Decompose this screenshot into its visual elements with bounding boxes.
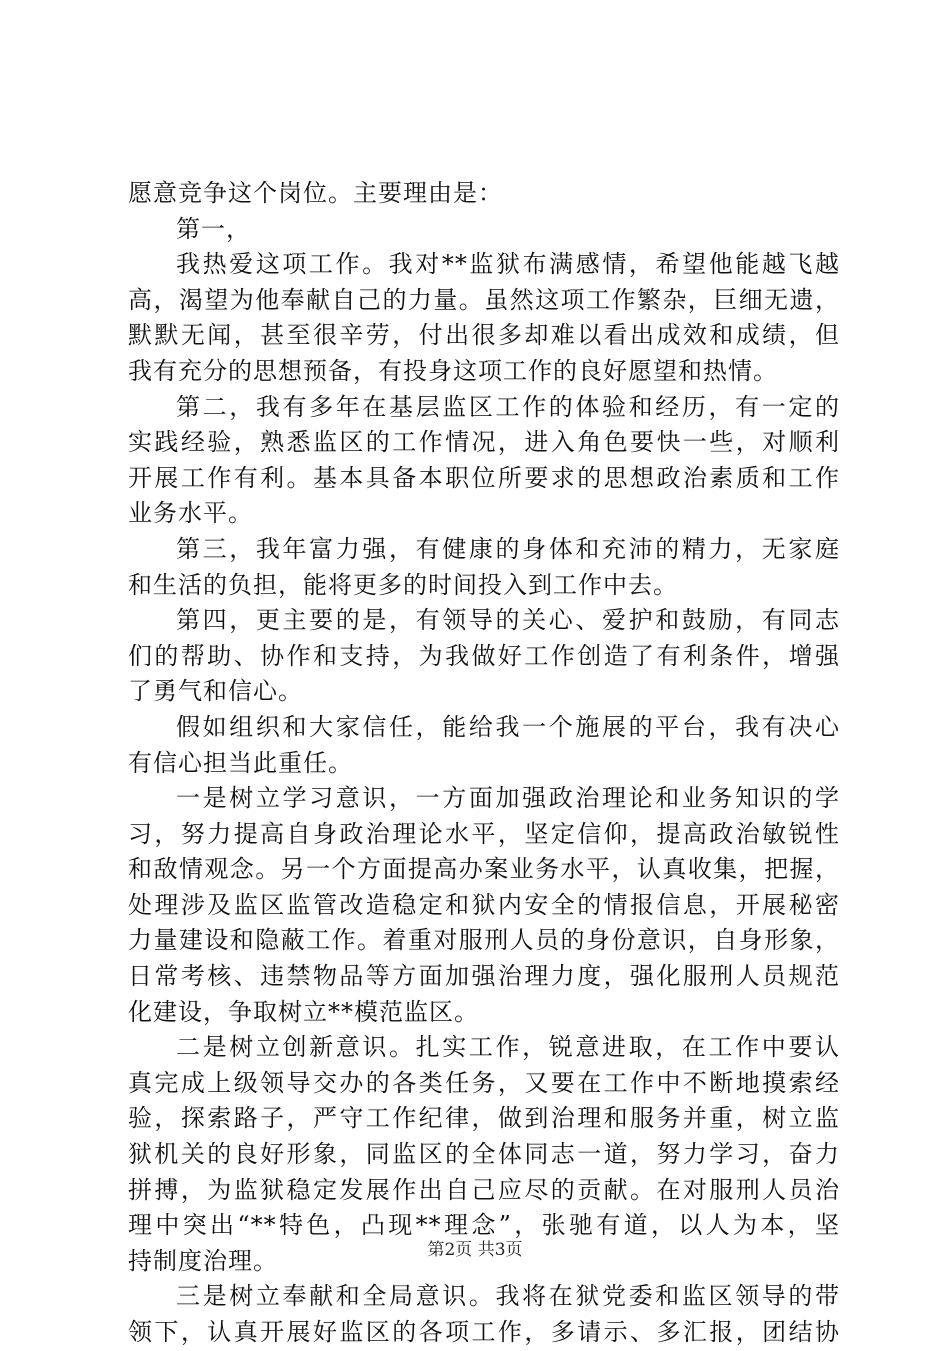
text-line: 力量建设和隐蔽工作。着重对服刑人员的身份意识，自身形象， [128,926,840,955]
text-line: 狱机关的良好形象，同监区的全体同志一道，努力学习，奋力 [128,1140,840,1169]
text-line: 持制度治理。 [128,1246,278,1275]
text-line: 理中突出“**特色，凸现**理念”，张驰有道，以人为本，坚 [128,1211,840,1240]
text-line: 第三，我年富力强，有健康的身体和充沛的精力，无家庭 [176,534,840,563]
text-line: 假如组织和大家信任，能给我一个施展的平台，我有决心 [176,712,840,741]
text-line: 第四，更主要的是，有领导的关心、爱护和鼓励，有同志 [176,606,840,635]
text-line: 默默无闻，甚至很辛劳，付出很多却难以看出成效和成绩，但 [128,321,840,350]
text-line: 们的帮助、协作和支持，为我做好工作创造了有利条件，增强 [128,641,840,670]
text-line: 化建设，争取树立**模范监区。 [128,997,479,1026]
text-line: 我有充分的思想预备，有投身这项工作的良好愿望和热情。 [128,356,778,385]
text-line: 一是树立学习意识，一方面加强政治理论和业务知识的学 [176,784,840,813]
text-line: 第二，我有多年在基层监区工作的体验和经历，有一定的 [176,392,840,421]
text-line: 日常考核、违禁物品等方面加强治理力度，强化服刑人员规范 [128,962,840,991]
text-line: 了勇气和信心。 [128,677,303,706]
text-line: 我热爱这项工作。我对**监狱布满感情，希望他能越飞越 [176,250,840,279]
text-line: 处理涉及监区监管改造稳定和狱内安全的情报信息，开展秘密 [128,890,840,919]
text-line: 和生活的负担，能将更多的时间投入到工作中去。 [128,570,678,599]
text-line: 三是树立奉献和全局意识。我将在狱党委和监区领导的带 [176,1282,840,1311]
text-line: 和敌情观念。另一个方面提高办案业务水平，认真收集，把握， [128,855,840,884]
text-line: 有信心担当此重任。 [128,748,353,777]
document-body [128,176,840,1351]
text-line: 二是树立创新意识。扎实工作，锐意进取，在工作中要认 [176,1033,840,1062]
text-line: 开展工作有利。基本具备本职位所要求的思想政治素质和工作 [128,463,840,492]
text-line: 愿意竞争这个岗位。主要理由是： [128,179,503,207]
text-line: 业务水平。 [128,499,253,528]
text-line: 实践经验，熟悉监区的工作情况，进入角色要快一些，对顺利 [128,428,840,457]
text-line: 领下，认真开展好监区的各项工作，多请示、多汇报，团结协 [128,1318,840,1346]
text-line: 拼搏，为监狱稳定发展作出自己应尽的贡献。在对服刑人员治 [128,1175,840,1204]
text-line: 验，探索路子，严守工作纪律，做到治理和服务并重，树立监 [128,1104,840,1133]
text-line: 真完成上级领导交办的各类任务，又要在工作中不断地摸索经 [128,1068,840,1097]
text-line: 习，努力提高自身政治理论水平，坚定信仰，提高政治敏锐性 [128,819,840,848]
text-line: 高，渴望为他奉献自己的力量。虽然这项工作繁杂，巨细无遗， [128,285,840,314]
text-line: 第一， [176,214,251,243]
page-number-footer: 第2页 共3页 [427,1240,523,1260]
